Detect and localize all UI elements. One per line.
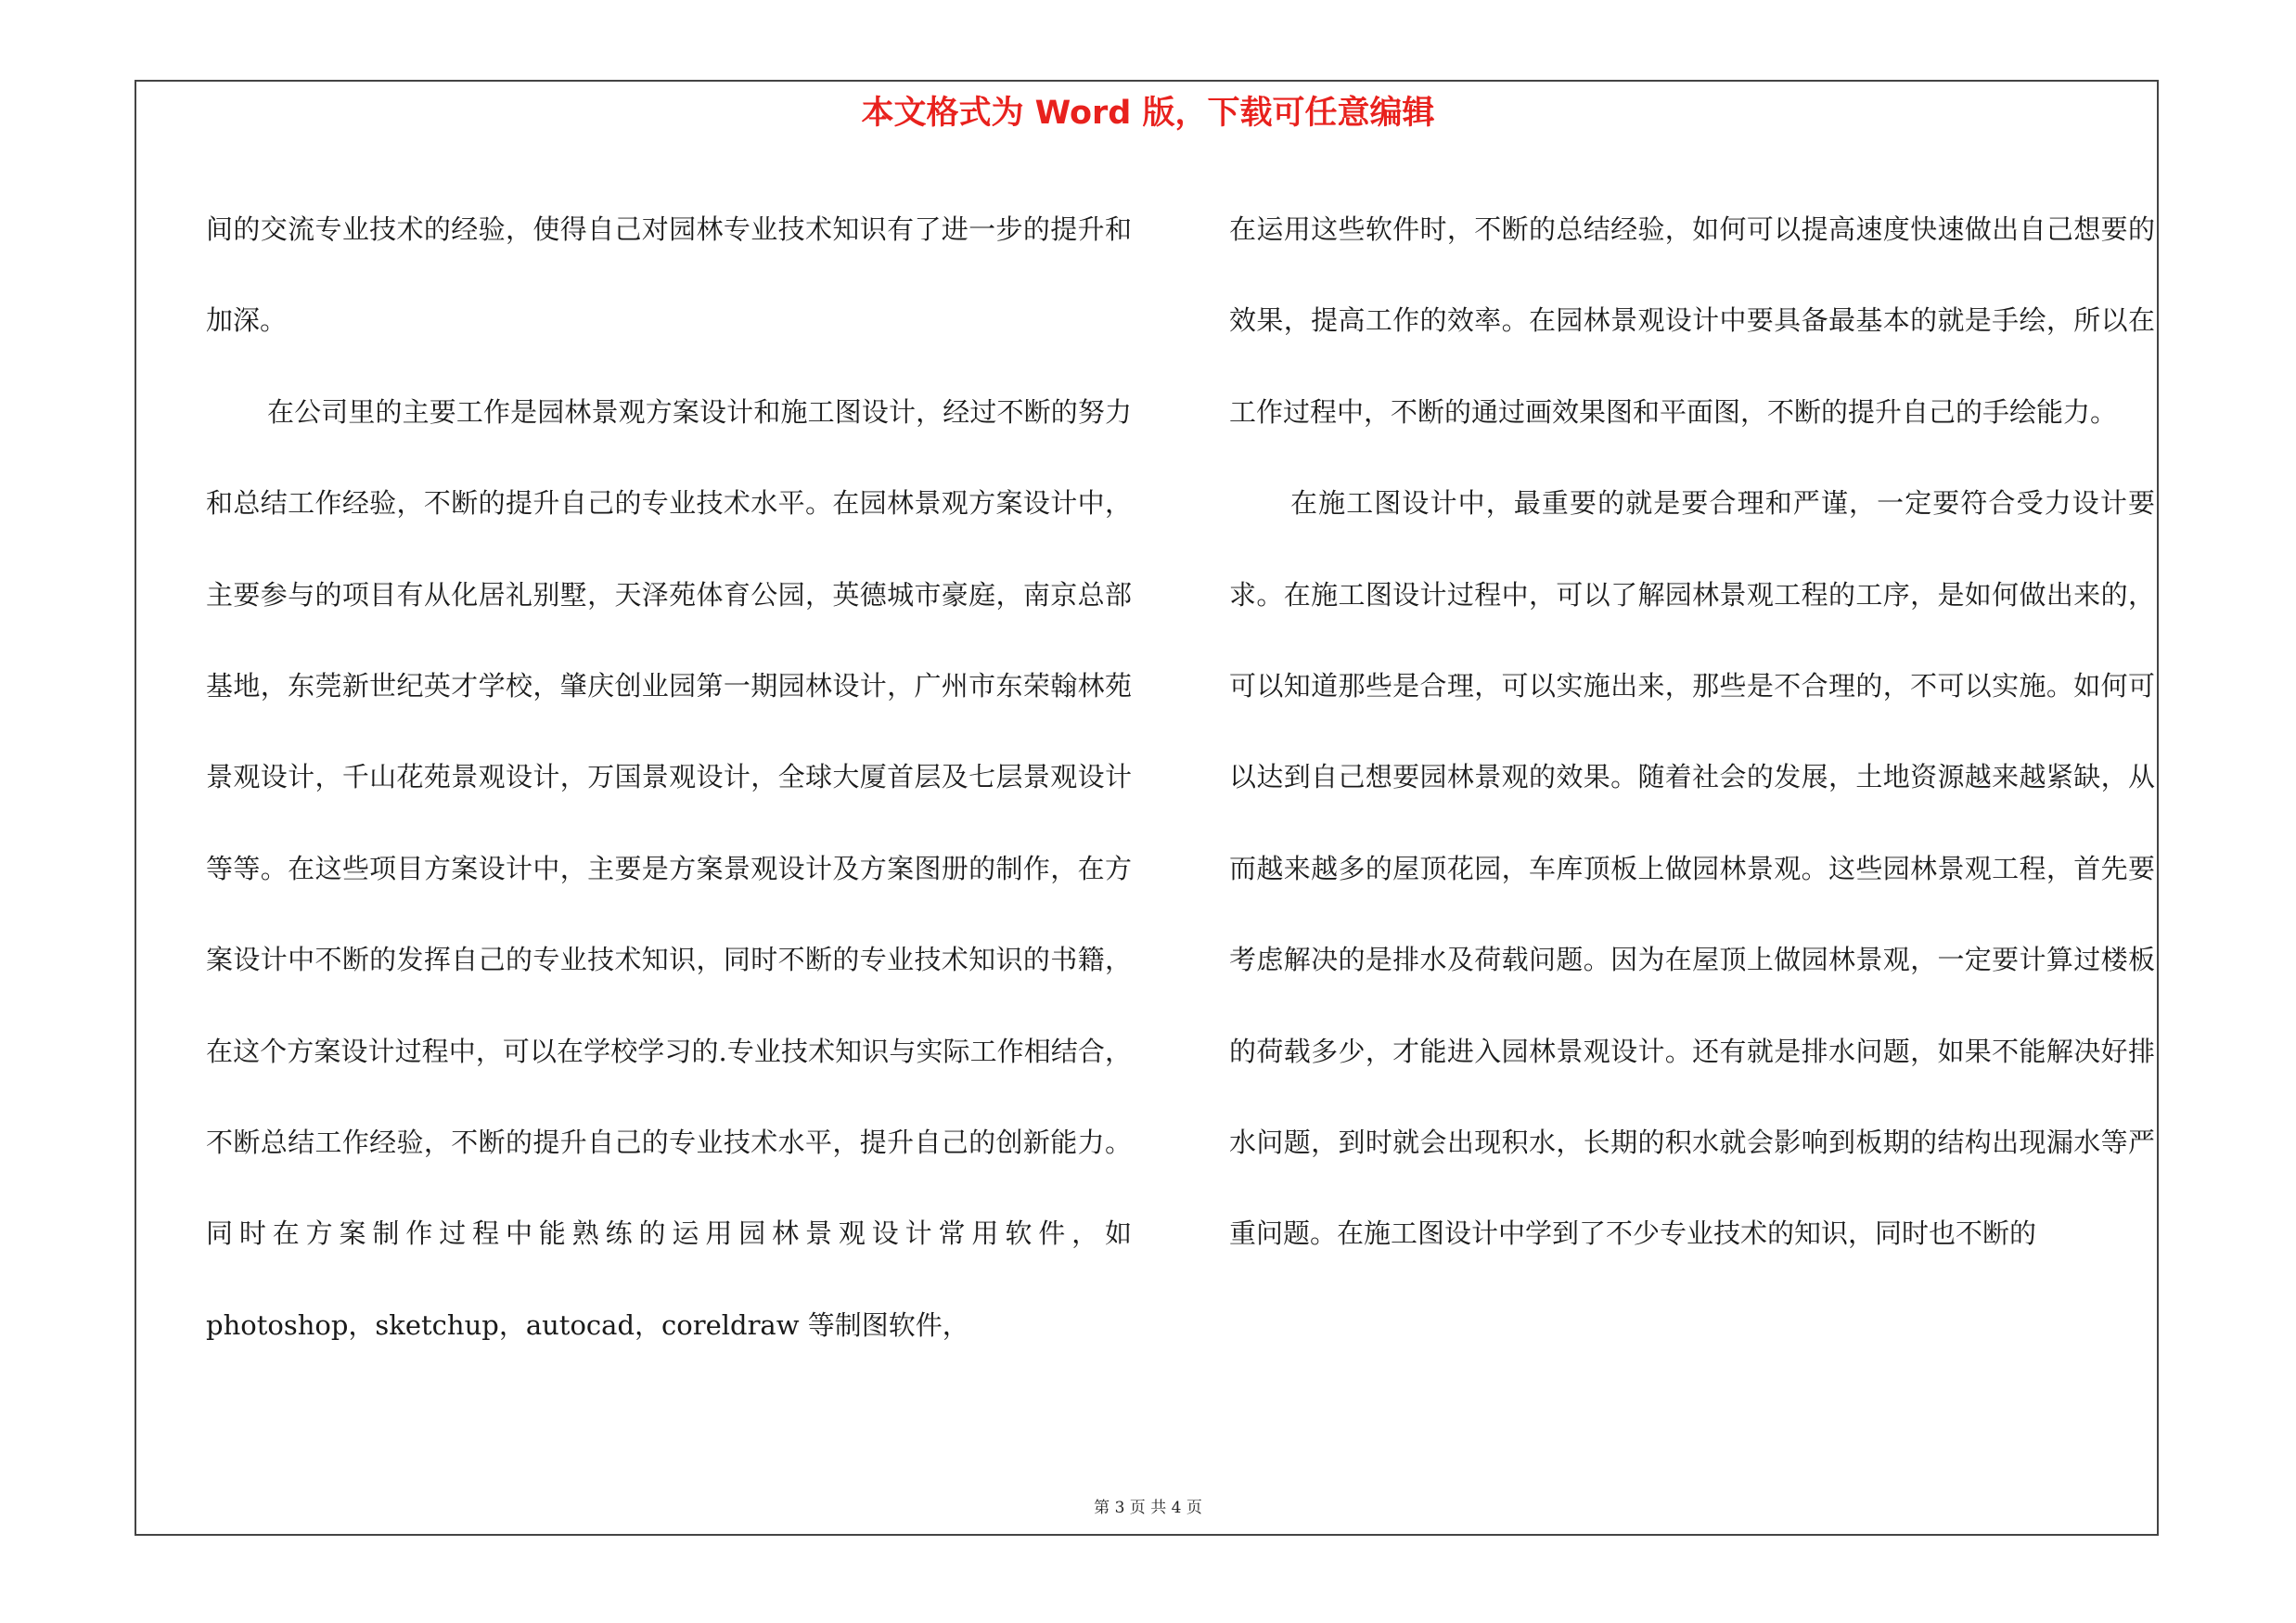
paragraph: 间的交流专业技术的经验，使得自己对园林专业技术知识有了进一步的提升和加深。: [206, 213, 1132, 337]
paragraph: 在施工图设计中，最重要的就是要合理和严谨，一定要符合受力设计要求。在施工图设计过程中，可以了解园林景观工程的工序，是如何做出来的，可以知道那些是合理，可以实施出来，那些是不合理的，不可以实施。如何可以达到自己想要园林景观的效果。随着社会的发展，土地资源越来越紧缺，从而越来越多的屋顶花园，车库顶板上做园林景观。这些园林景观工程，首先要考虑解决的是排水及荷载问题。因为在屋顶上做园林景观，一定要计算过楼板的荷载多少，才能进入园林景观设计。还有就是排水问题，如果不能解决好排水问题，到时就会出现积水，长期的积水就会影响到板期的结构出现漏水等严重问题。在施工图设计中学到了不少专业技术的知识，同时也不断的: [1229, 487, 2155, 1250]
left-column: [206, 184, 1132, 1371]
paragraph: 在公司里的主要工作是园林景观方案设计和施工图设计，经过不断的努力和总结工作经验，不断的提升自己的专业技术水平。在园林景观方案设计中，主要参与的项目有从化居礼别墅，天泽苑体育公园，英德城市豪庭，南京总部基地，东莞新世纪英才学校，肇庆创业园第一期园林设计，广州市东荣翰林苑景观设计，千山花苑景观设计，万国景观设计，全球大厦首层及七层景观设计等等。在这些项目方案设计中，主要是方案景观设计及方案图册的制作，在方案设计中不断的发挥自己的专业技术知识，同时不断的专业技术知识的书籍，在这个方案设计过程中，可以在学校学习的.专业技术知识与实际工作相结合，不断总结工作经验，不断的提升自己的专业技术水平，提升自己的创新能力。同时在方案制作过程中能熟练的运用园林景观设计常用软件，如 photoshop，sketchup，autocad，coreldraw 等制图软件，: [206, 395, 1132, 1341]
page-number-footer: 第 3 页 共 4 页: [1094, 1499, 1202, 1517]
paragraph: 在运用这些软件时，不断的总结经验，如何可以提高速度快速做出自己想要的效果，提高工作的效率。在园林景观设计中要具备最基本的就是手绘，所以在工作过程中，不断的通过画效果图和平面图，不断的提升自己的手绘能力。: [1229, 213, 2155, 428]
word-format-banner: 本文格式为 Word 版，下载可任意编辑: [861, 95, 1435, 132]
right-column: [1229, 184, 2155, 1280]
